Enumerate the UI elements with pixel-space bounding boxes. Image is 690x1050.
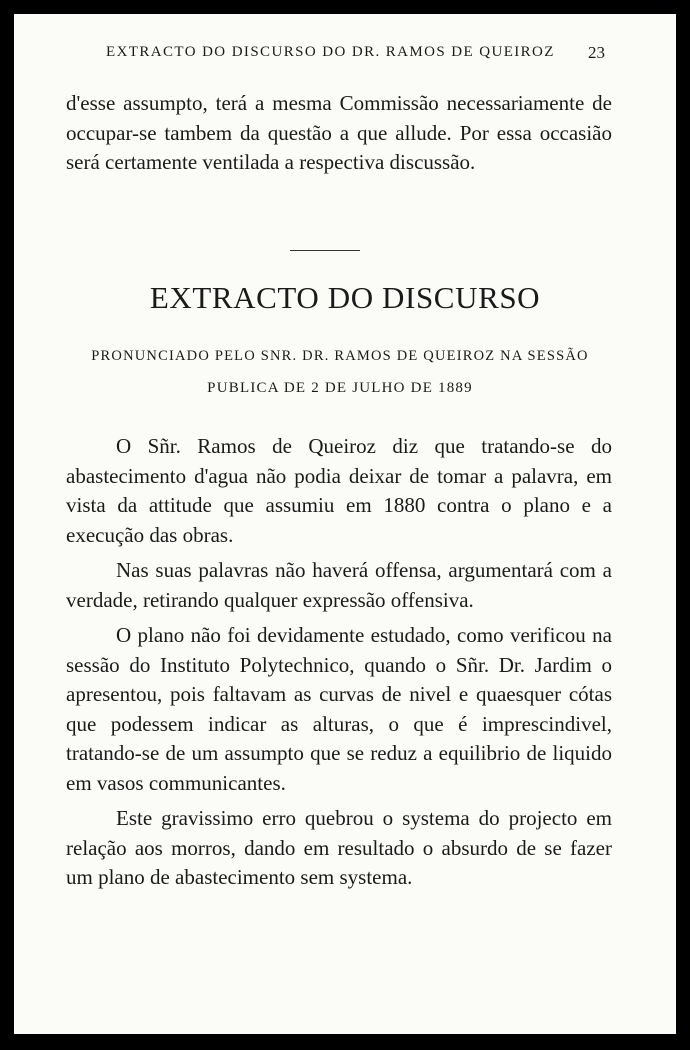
section-title: EXTRACTO DO DISCURSO bbox=[149, 280, 541, 315]
running-title: EXTRACTO DO DISCURSO DO DR. RAMOS DE QUEIROZ bbox=[106, 44, 555, 60]
speech-paragraph-2: Nas suas palavras não haverá offensa, argumentará com a verdade, retirando qualquer expressão offensiva. bbox=[66, 558, 612, 612]
section-subtitle-line-1: PRONUNCIADO PELO SNR. DR. RAMOS DE QUEIROZ NA SESSÃO bbox=[91, 348, 589, 364]
speech-paragraph-4: Este gravissimo erro quebrou o systema do projecto em relação aos morros, dando em resultado o absurdo de se fazer um plano de abastecimento sem systema. bbox=[66, 806, 612, 889]
section-subtitle-line-2: PUBLICA DE 2 DE JULHO DE 1889 bbox=[207, 380, 473, 396]
continuation-paragraph: d'esse assumpto, terá a mesma Commissão necessariamente de occupar-se tambem da questão a que allude. Por essa occasião será certamente ventilada a respectiva discussão. bbox=[66, 91, 612, 174]
section-divider bbox=[290, 250, 360, 251]
speech-paragraph-3: O plano não foi devidamente estudado, como verificou na sessão do Instituto Polytechnico, quando o Sñr. Dr. Jardim o apresentou, pois faltavam as curvas de nivel e quaesquer cótas que podessem indicar as alturas, o que é imprescindivel, tratando-se de um assumpto que se reduz a equilibrio de liquido em vasos communicantes. bbox=[66, 623, 612, 795]
speech-body bbox=[66, 432, 612, 899]
book-page bbox=[14, 14, 676, 1034]
running-header bbox=[14, 44, 676, 66]
speech-paragraph-1: O Sñr. Ramos de Queiroz diz que tratando-se do abastecimento d'agua não podia deixar de tomar a palavra, em vista da attitude que assumiu em 1880 contra o plano e a execução das obras. bbox=[66, 434, 612, 547]
page-number: 23 bbox=[588, 43, 605, 62]
